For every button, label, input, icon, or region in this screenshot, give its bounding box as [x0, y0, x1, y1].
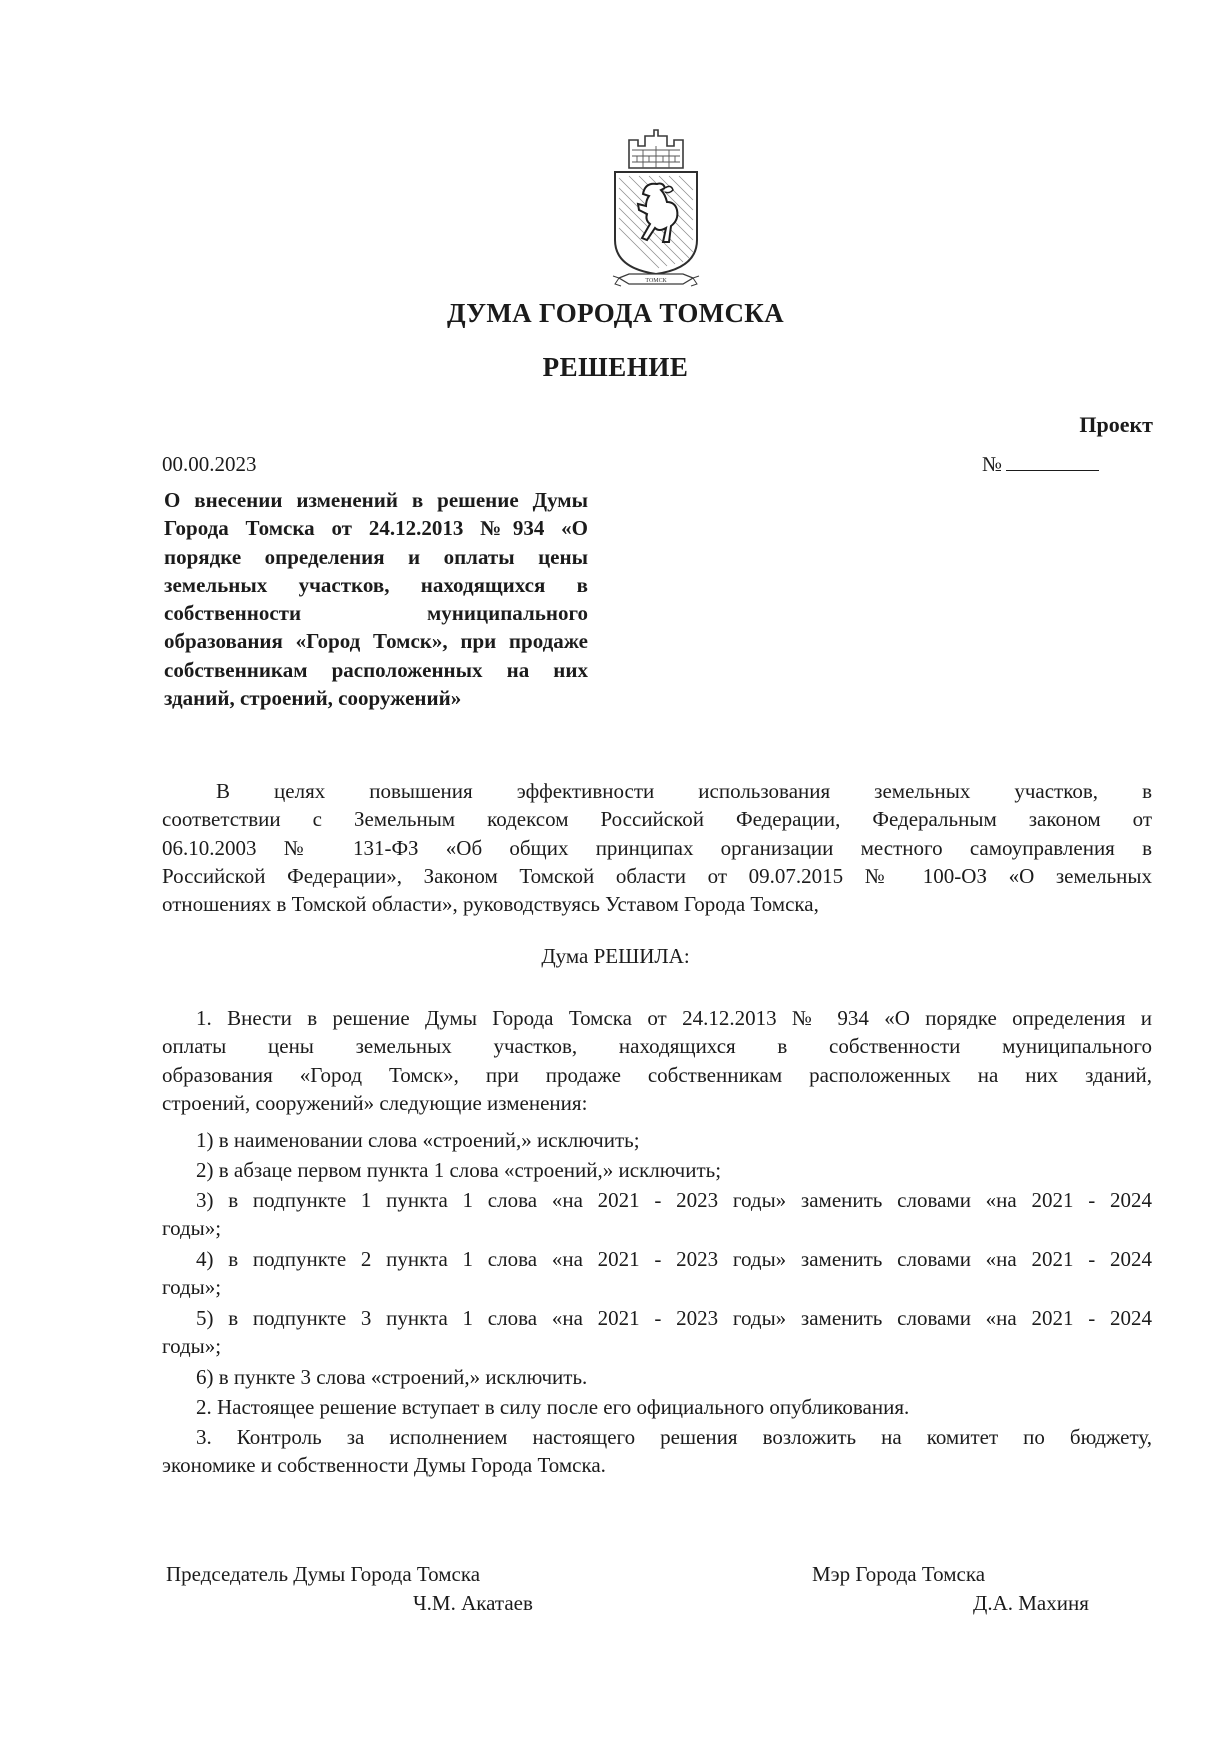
preamble-line: Российской Федерации», Законом Томской области от 09.07.2015 № 100-ОЗ «О земельных: [162, 863, 1152, 888]
subclause-6: [162, 1363, 1152, 1391]
subclause-text: годы»;: [162, 1216, 222, 1241]
clause-line: строений, сооружений» следующие изменения:: [162, 1090, 588, 1115]
subclause-text: 4) в подпункте 2 пункта 1 слова «на 2021 - 2023 годы» заменить словами «на 2021 - 2024: [196, 1247, 1152, 1271]
subclause-text: 5) в подпункте 3 пункта 1 слова «на 2021 - 2023 годы» заменить словами «на 2021 - 2024: [196, 1306, 1152, 1330]
subclause-text: 2) в абзаце первом пункта 1 слова «строений,» исключить;: [196, 1158, 722, 1182]
resolved-heading: Дума РЕШИЛА:: [541, 944, 690, 968]
preamble-line: 06.10.2003 № 131-ФЗ «Об общих принципах организации местного самоуправления в: [162, 835, 1152, 860]
chair-name: Ч.М. Акатаев: [413, 1591, 533, 1615]
subclause-text: 3) в подпункте 1 пункта 1 слова «на 2021 - 2023 годы» заменить словами «на 2021 - 2024: [196, 1188, 1152, 1212]
tomsk-coat-of-arms-icon: [605, 128, 707, 290]
clause-line: образования «Город Томск», при продаже собственникам расположенных на них зданий,: [162, 1062, 1152, 1087]
mayor-name: Д.А. Махиня: [973, 1591, 1089, 1615]
preamble-line: соответствии с Земельным кодексом Российской Федерации, Федеральным законом от: [162, 807, 1152, 832]
preamble-line: отношениях в Томской области», руководствуясь Уставом Города Томска,: [162, 892, 819, 917]
preamble-line: В целях повышения эффективности использования земельных участков, в: [216, 779, 1152, 803]
document-date: 00.00.2023: [162, 452, 257, 476]
number-blank-line: [1006, 450, 1099, 471]
chair-title: Председатель Думы Города Томска: [166, 1562, 481, 1586]
subclause-text: 6) в пункте 3 слова «строений,» исключить.: [196, 1365, 588, 1389]
subclause-1: [162, 1126, 1152, 1154]
subclause-3: [162, 1186, 1152, 1243]
mayor-title: Мэр Города Томска: [812, 1562, 986, 1586]
clause-text: 3. Контроль за исполнением настоящего решения возложить на комитет по бюджету,: [196, 1425, 1152, 1449]
clause-2: [162, 1393, 1152, 1421]
clause-line: 1. Внести в решение Думы Города Томска от 24.12.2013 № 934 «О порядке определения и: [196, 1006, 1152, 1030]
subclause-5: [162, 1304, 1152, 1361]
clause-line: оплаты цены земельных участков, находящихся в собственности муниципального: [162, 1034, 1152, 1059]
clause-text: экономике и собственности Думы Города Томска.: [162, 1453, 606, 1478]
subclause-2: [162, 1156, 1152, 1184]
subclause-text: годы»;: [162, 1275, 222, 1300]
subclause-4: [162, 1245, 1152, 1302]
document-type: РЕШЕНИЕ: [542, 352, 689, 382]
council-name: ДУМА ГОРОДА ТОМСКА: [447, 298, 784, 328]
draft-label: Проект: [1079, 412, 1153, 437]
clause-3: [162, 1423, 1152, 1480]
subclause-text: 1) в наименовании слова «строений,» исключить;: [196, 1128, 640, 1152]
subject-title: О внесении изменений в решение Думы Города Томска от 24.12.2013 №934 «О порядке определения и оплаты цены земельных участков, находящихся в собственности муниципального образования «Город Томск», при продаже собственникам расположенных на них зданий, строений, сооружений»: [164, 488, 588, 711]
number-label: №: [982, 452, 1003, 476]
subclause-text: годы»;: [162, 1334, 222, 1359]
preamble: [162, 777, 1152, 918]
svg-text:ТОМСК: ТОМСК: [645, 278, 667, 284]
clause-1: [162, 1004, 1152, 1117]
clause-text: 2. Настоящее решение вступает в силу после его официального опубликования.: [196, 1395, 910, 1419]
document-number: [982, 450, 1099, 477]
